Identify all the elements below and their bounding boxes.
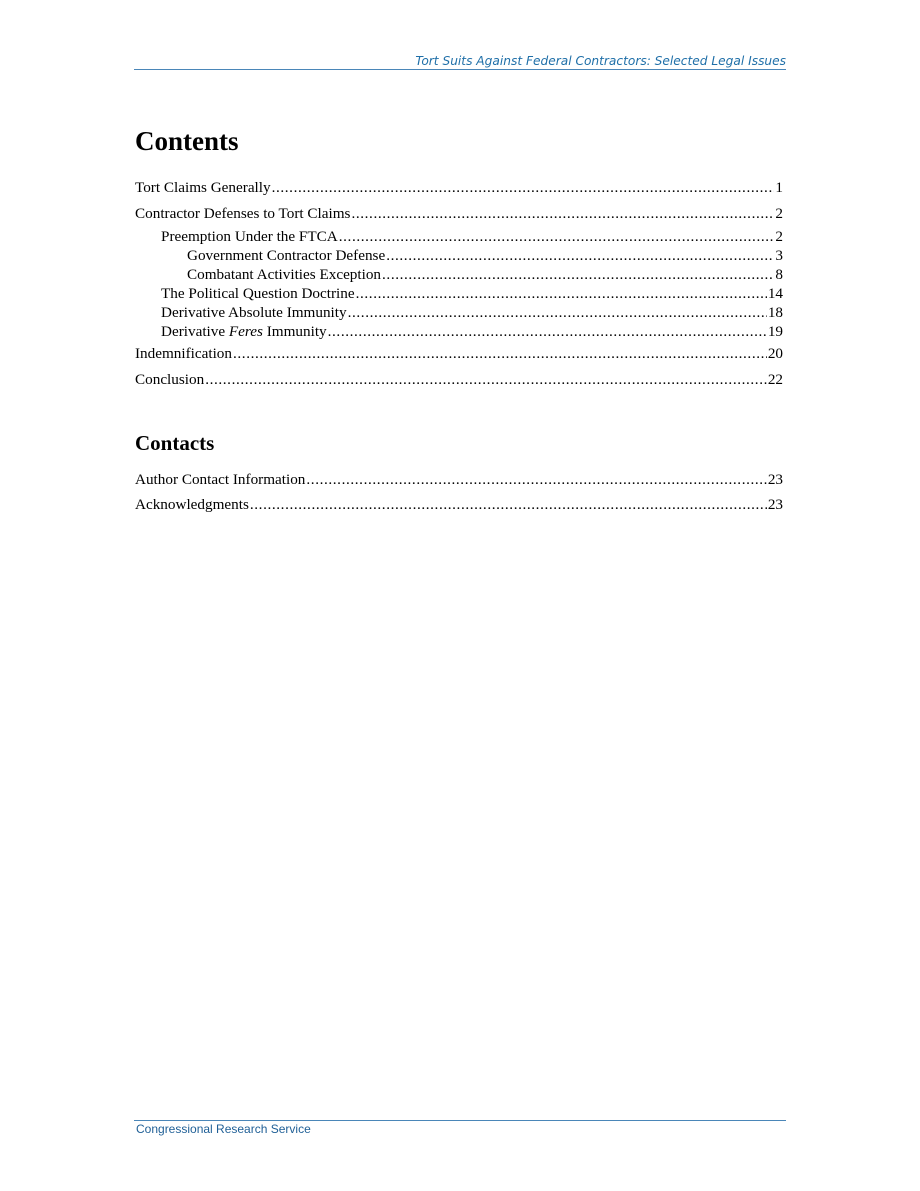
- toc-entry-conclusion[interactable]: [135, 370, 783, 389]
- toc-entry-label: Combatant Activities Exception: [187, 266, 382, 283]
- toc-dot-leader: [351, 204, 774, 223]
- toc-entry-author-contact-information[interactable]: [135, 470, 783, 489]
- toc-entry-label: Indemnification: [135, 345, 232, 362]
- toc-dot-leader: [386, 246, 774, 265]
- toc-entry-acknowledgments[interactable]: [135, 495, 783, 514]
- toc-entry-derivative-feres-immunity[interactable]: [161, 322, 783, 341]
- toc-entry-label: Author Contact Information: [135, 471, 306, 488]
- toc-entry-label: Tort Claims Generally: [135, 179, 271, 196]
- toc-dot-leader: [250, 495, 767, 514]
- toc-entry-political-question-doctrine[interactable]: [161, 284, 783, 303]
- toc-dot-leader: [339, 227, 775, 246]
- toc-entry-label: The Political Question Doctrine: [161, 285, 355, 302]
- toc-entry-page: 23: [767, 471, 783, 488]
- toc-dot-leader: [382, 265, 774, 284]
- toc-entry-contractor-defenses[interactable]: [135, 204, 783, 223]
- toc-entry-page: 2: [775, 205, 783, 222]
- toc-entry-derivative-absolute-immunity[interactable]: [161, 303, 783, 322]
- footer-publisher: Congressional Research Service: [136, 1122, 311, 1136]
- toc-entry-page: 3: [775, 247, 783, 264]
- toc-dot-leader: [272, 178, 775, 197]
- toc-entry-label: Contractor Defenses to Tort Claims: [135, 205, 351, 222]
- header-divider: [134, 69, 786, 70]
- toc-entry-page: 1: [775, 179, 783, 196]
- contacts-heading: Contacts: [135, 431, 215, 455]
- toc-dot-leader: [328, 322, 767, 341]
- contents-heading: Contents: [135, 126, 239, 156]
- toc-entry-label: Derivative Absolute Immunity: [161, 304, 347, 321]
- toc-entry-preemption-ftca[interactable]: [161, 227, 783, 246]
- toc-entry-page: 22: [767, 371, 783, 388]
- toc-entry-page: 19: [767, 323, 783, 340]
- toc-dot-leader: [233, 344, 767, 363]
- toc-dot-leader: [356, 284, 767, 303]
- toc-entry-page: 20: [767, 345, 783, 362]
- toc-entry-indemnification[interactable]: [135, 344, 783, 363]
- toc-entry-label: [161, 322, 327, 341]
- toc-entry-label: Acknowledgments: [135, 496, 249, 513]
- toc-entry-label: Preemption Under the FTCA: [161, 228, 338, 245]
- toc-dot-leader: [348, 303, 767, 322]
- toc-dot-leader: [205, 370, 767, 389]
- toc-entry-page: 14: [767, 285, 783, 302]
- toc-entry-label: Government Contractor Defense: [187, 247, 386, 264]
- toc-dot-leader: [306, 470, 766, 489]
- toc-entry-label-prefix: Derivative: [161, 323, 229, 340]
- toc-entry-page: 23: [767, 496, 783, 513]
- toc-entry-government-contractor-defense[interactable]: [187, 246, 783, 265]
- footer-divider: [134, 1120, 786, 1121]
- toc-entry-label-suffix: Immunity: [262, 323, 327, 340]
- toc-entry-page: 18: [767, 304, 783, 321]
- toc-entry-page: 2: [775, 228, 783, 245]
- toc-entry-combatant-activities-exception[interactable]: [187, 265, 783, 284]
- toc-entry-tort-claims-generally[interactable]: [135, 178, 783, 197]
- running-header-title: Tort Suits Against Federal Contractors: Selected Legal Issues: [415, 54, 786, 68]
- toc-entry-label: Conclusion: [135, 371, 205, 388]
- toc-entry-page: 8: [775, 266, 783, 283]
- toc-entry-label-italic: Feres: [228, 323, 263, 340]
